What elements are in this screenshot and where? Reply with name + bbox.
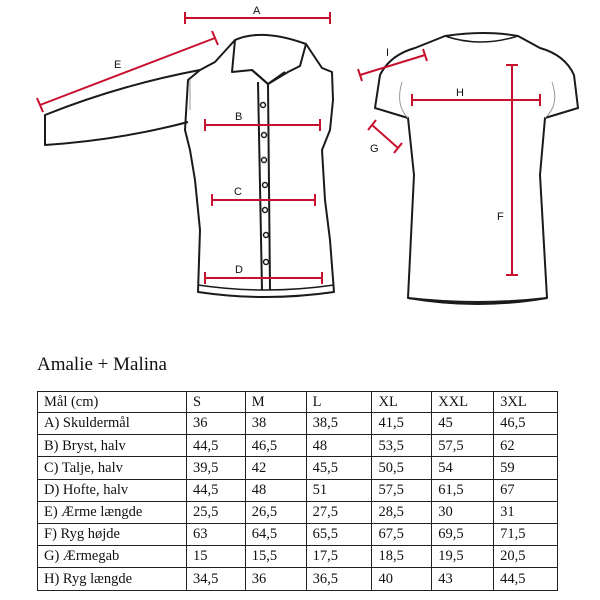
table-header-row — [38, 392, 558, 413]
table-cell: 20,5 — [494, 546, 558, 568]
table-cell: 28,5 — [372, 501, 432, 523]
table-cell: 36 — [245, 568, 306, 590]
header-size-l: L — [306, 392, 372, 413]
table-cell: 50,5 — [372, 457, 432, 479]
table-cell: F) Ryg højde — [38, 523, 187, 545]
label-e: E — [114, 59, 122, 71]
label-b: B — [235, 111, 243, 123]
table-cell: 36,5 — [306, 568, 372, 590]
table-cell: 38,5 — [306, 413, 372, 435]
header-size-xxl: XXL — [432, 392, 494, 413]
table-cell: 40 — [372, 568, 432, 590]
table-cell: 45,5 — [306, 457, 372, 479]
measurement-letters — [114, 5, 504, 276]
table-row — [38, 546, 558, 568]
table-cell: 17,5 — [306, 546, 372, 568]
table-cell: 27,5 — [306, 501, 372, 523]
table-row — [38, 523, 558, 545]
measurement-lines — [37, 12, 540, 284]
back-shirt-drawing — [375, 33, 578, 304]
header-size-xl: XL — [372, 392, 432, 413]
header-size-s: S — [187, 392, 246, 413]
table-cell: 41,5 — [372, 413, 432, 435]
table-cell: 42 — [245, 457, 306, 479]
table-cell: 67,5 — [372, 523, 432, 545]
label-a: A — [253, 5, 261, 17]
header-size-m: M — [245, 392, 306, 413]
table-cell: 19,5 — [432, 546, 494, 568]
table-row — [38, 435, 558, 457]
table-cell: 61,5 — [432, 479, 494, 501]
table-cell: B) Bryst, halv — [38, 435, 187, 457]
table-cell: 53,5 — [372, 435, 432, 457]
table-row — [38, 457, 558, 479]
table-row — [38, 413, 558, 435]
table-cell: G) Ærmegab — [38, 546, 187, 568]
table-cell: 51 — [306, 479, 372, 501]
table-cell: D) Hofte, halv — [38, 479, 187, 501]
table-cell: 48 — [245, 479, 306, 501]
table-cell: 64,5 — [245, 523, 306, 545]
table-cell: A) Skuldermål — [38, 413, 187, 435]
table-cell: H) Ryg længde — [38, 568, 187, 590]
table-cell: 67 — [494, 479, 558, 501]
table-cell: 44,5 — [494, 568, 558, 590]
size-chart-title: Amalie + Malina — [37, 354, 167, 375]
label-d: D — [235, 264, 243, 276]
table-cell: 26,5 — [245, 501, 306, 523]
table-cell: 69,5 — [432, 523, 494, 545]
table-cell: 57,5 — [372, 479, 432, 501]
table-cell: 30 — [432, 501, 494, 523]
table-cell: 44,5 — [187, 479, 246, 501]
table-cell: 62 — [494, 435, 558, 457]
table-cell: 45 — [432, 413, 494, 435]
table-cell: 15,5 — [245, 546, 306, 568]
table-cell: 46,5 — [245, 435, 306, 457]
label-c: C — [234, 186, 242, 198]
table-cell: 15 — [187, 546, 246, 568]
table-cell: 65,5 — [306, 523, 372, 545]
table-cell: 59 — [494, 457, 558, 479]
table-cell: 57,5 — [432, 435, 494, 457]
table-cell: 54 — [432, 457, 494, 479]
table-cell: 34,5 — [187, 568, 246, 590]
label-g: G — [370, 143, 379, 155]
table-cell: 48 — [306, 435, 372, 457]
label-i: I — [386, 47, 390, 59]
table-cell: 43 — [432, 568, 494, 590]
table-row — [38, 501, 558, 523]
front-shirt-drawing — [45, 35, 334, 297]
table-cell: 25,5 — [187, 501, 246, 523]
table-row — [38, 479, 558, 501]
table-cell: 44,5 — [187, 435, 246, 457]
table-cell: 39,5 — [187, 457, 246, 479]
table-cell: 63 — [187, 523, 246, 545]
size-chart-table — [37, 391, 558, 591]
table-cell: 36 — [187, 413, 246, 435]
label-f: F — [497, 211, 504, 223]
header-size-3xl: 3XL — [494, 392, 558, 413]
table-row — [38, 568, 558, 590]
table-cell: 71,5 — [494, 523, 558, 545]
header-measure: Mål (cm) — [38, 392, 187, 413]
table-cell: C) Talje, halv — [38, 457, 187, 479]
table-cell: E) Ærme længde — [38, 501, 187, 523]
table-cell: 46,5 — [494, 413, 558, 435]
table-cell: 18,5 — [372, 546, 432, 568]
label-h: H — [456, 87, 464, 99]
table-cell: 38 — [245, 413, 306, 435]
table-cell: 31 — [494, 501, 558, 523]
